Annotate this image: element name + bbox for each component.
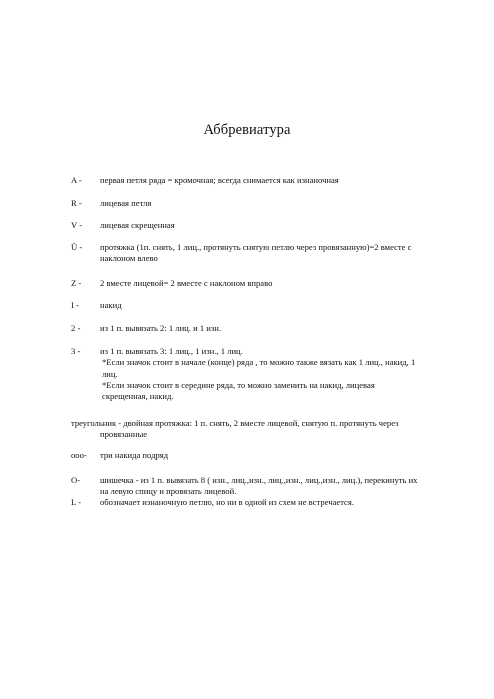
desc-line: из 1 п. вывязать 3: 1 лиц., 1 изн., 1 лиц. xyxy=(100,346,243,356)
abbrev-key: O- xyxy=(71,475,81,485)
abbrev-key: Z - xyxy=(71,278,82,288)
desc-line: 2 вместе лицевой= 2 вместе с наклоном вправо xyxy=(100,278,273,288)
desc-line: на левую спицу и провязать лицевой. xyxy=(100,486,237,497)
triangle-desc: треугольник - двойная протяжка: 1 п. снять, 2 вместе лицевой, снятую п. протянуть через xyxy=(71,418,399,428)
abbrev-desc xyxy=(100,300,471,311)
page-title: Аббревиатура xyxy=(203,122,291,138)
abbrev-entry-z xyxy=(71,278,471,289)
abbrev-key: L - xyxy=(71,497,81,507)
desc-line: *Если значок стоит в начале (конце) ряда , то можно также вязать как 1 лиц., накид, 1 xyxy=(102,357,416,368)
abbrev-entry-r xyxy=(71,198,471,209)
abbrev-desc xyxy=(100,475,471,498)
abbrev-desc xyxy=(100,220,471,231)
desc-line: *Если значок стоит в середине ряда, то можно заменить на накид, лицевая xyxy=(102,379,375,390)
abbrev-desc xyxy=(100,346,471,402)
abbrev-entry-v xyxy=(71,220,471,231)
desc-line: лиц. xyxy=(102,368,118,379)
abbrev-entry-3 xyxy=(71,346,471,402)
desc-line: протяжка (1п. снять, 1 лиц., протянуть снятую петлю через провязанную)=2 вместе с xyxy=(100,242,412,252)
abbrev-desc xyxy=(100,323,471,334)
desc-line: лицевая петля xyxy=(100,198,152,208)
desc-line: лицевая скрещенная xyxy=(100,220,175,230)
abbrev-desc xyxy=(100,242,471,265)
abbrev-entry-o xyxy=(71,475,471,498)
desc-line: первая петля ряда = кромочная; всегда снимается как изнаночная xyxy=(100,175,339,185)
abbrev-key: A - xyxy=(71,175,82,185)
abbrev-entry-2 xyxy=(71,323,471,334)
abbrev-key: I - xyxy=(71,300,79,310)
abbrev-desc xyxy=(100,497,471,508)
desc-line: шишечка - из 1 п. вывязать 8 ( изн., лиц.,изн., лиц.,изн., лиц.,изн., лиц.), перекинуть их xyxy=(100,475,418,485)
desc-line: из 1 п. вывязать 2: 1 лиц. и 1 изн. xyxy=(100,323,222,333)
abbrev-desc xyxy=(100,175,471,186)
abbrev-entry-u xyxy=(71,242,471,265)
abbrev-entry-triangle xyxy=(71,418,471,441)
abbrev-key: R - xyxy=(71,198,82,208)
abbrev-key: 2 - xyxy=(71,323,81,333)
abbrev-key: V - xyxy=(71,220,83,230)
triangle-desc-cont: провязанные xyxy=(100,429,148,440)
abbrev-entry-ooo xyxy=(71,450,471,461)
desc-line: три накида подряд xyxy=(100,450,169,460)
abbrev-key: ooo- xyxy=(71,450,87,460)
abbrev-key: 3 - xyxy=(71,346,81,356)
desc-line: наклоном влево xyxy=(100,253,158,264)
desc-line: обозначает изнаночную петлю, но ни в одной из схем не встречается. xyxy=(100,497,354,507)
abbrev-entry-i xyxy=(71,300,471,311)
abbrev-key: Ü - xyxy=(71,242,83,252)
abbrev-desc xyxy=(100,278,471,289)
abbrev-entry-a xyxy=(71,175,471,186)
abbrev-entry-l xyxy=(71,497,471,508)
abbrev-desc xyxy=(100,450,471,461)
abbrev-desc xyxy=(100,198,471,209)
desc-line: скрещенная, накид. xyxy=(102,391,174,402)
desc-line: накид xyxy=(100,300,122,310)
